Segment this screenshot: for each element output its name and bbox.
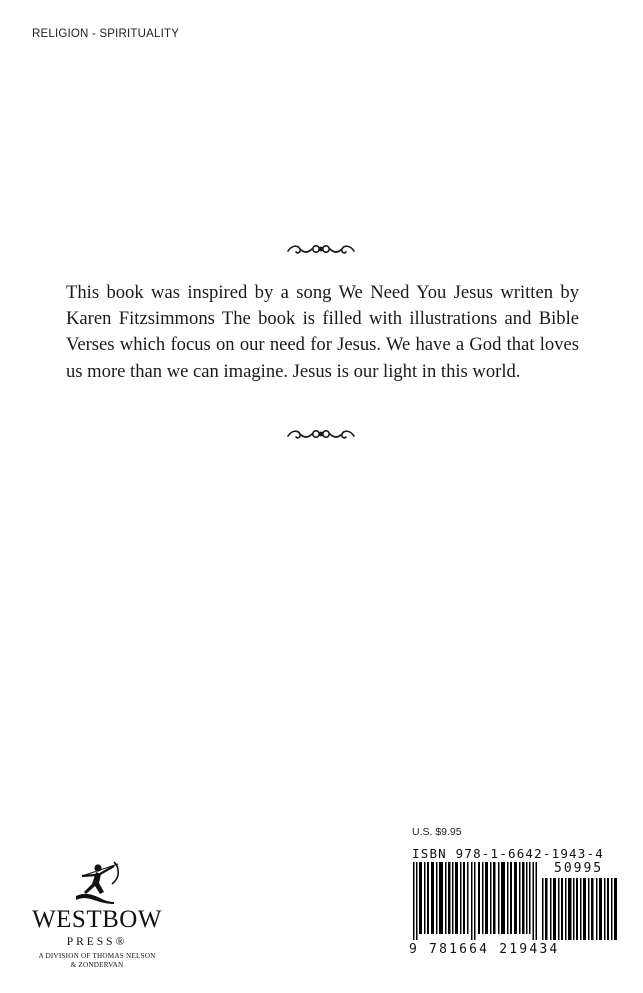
isbn-label: ISBN 978-1-6642-1943-4 <box>412 846 604 861</box>
addon-number: 50995 <box>554 861 604 876</box>
publisher-press: PRESS® <box>66 936 128 948</box>
flourish-divider-icon <box>286 424 356 444</box>
price-label: U.S. $9.95 <box>412 826 462 838</box>
category-label: RELIGION - SPIRITUALITY <box>32 28 180 40</box>
archer-figure-icon <box>70 858 124 908</box>
barcode-icon <box>413 862 537 940</box>
publisher-name: WESTBOW <box>32 906 162 933</box>
barcode-digits: 9 781664 219434 <box>409 942 560 957</box>
publisher-logo <box>22 858 172 978</box>
book-description: This book was inspired by a song We Need You Jesus written by Karen Fitzsimmons The book is filled with illustrations and Bible Verses which focus on our need for Jesus. We have a God that loves us more than we can imagine. Jesus is our light in this world. <box>66 282 579 382</box>
price-addon-barcode-icon <box>542 878 618 940</box>
flourish-divider-icon <box>286 239 356 259</box>
publisher-division: A DIVISION OF THOMAS NELSON & ZONDERVAN <box>38 952 156 969</box>
